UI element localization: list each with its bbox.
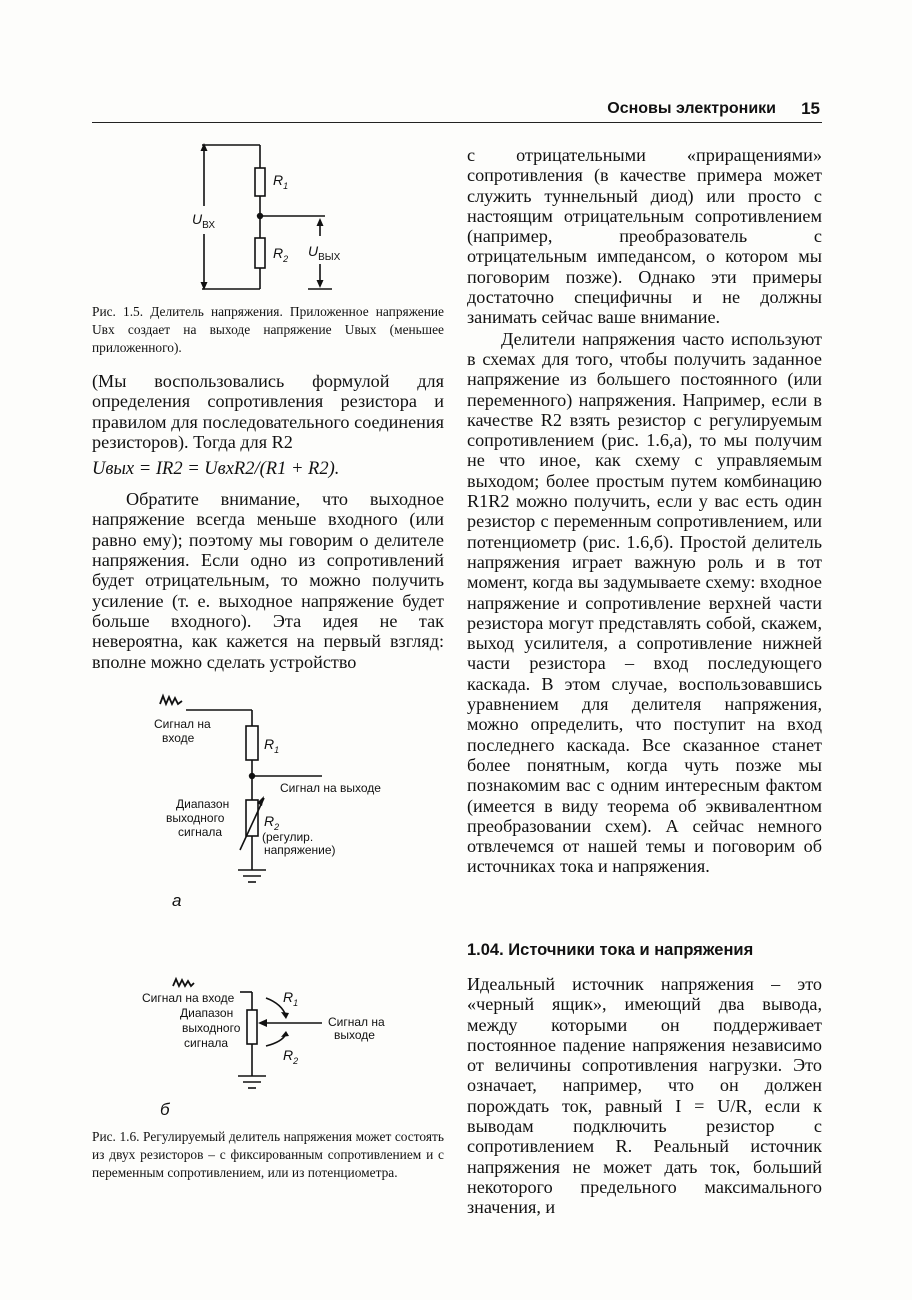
right-paragraph-3: Идеальный источник напряжения – это «черный ящик», имеющий два вывода, между которыми он поддерживает постоянное падение напряжения независимо от величины сопротивления нагрузки. Это означает, например, что он должен порождать ток, равный I = U/R, если к выводам подключить резистор с сопротивлением R. Реальный источник напряжения не может дать ток, больший некоторого предельного максимального значения, и xyxy=(467,974,822,1218)
signal-out-label-1: Сигнал на xyxy=(328,1015,385,1029)
figure-1-6-caption: Рис. 1.6. Регулируемый делитель напряжения может состоять из двух резисторов – с фиксированным сопротивлением и с переменным сопротивлением, или из потенциометра. xyxy=(92,1129,444,1180)
figure-a-label: а xyxy=(172,891,182,910)
signal-out-label: Сигнал на выходе xyxy=(280,781,381,795)
range-label-3: сигнала xyxy=(178,825,223,839)
r2-label: $R_2$ xyxy=(264,813,280,832)
range-label-3: сигнала xyxy=(184,1036,229,1050)
uin-label: $U_{ВХ}$ xyxy=(192,211,216,231)
r1-label: $R_1$ xyxy=(273,172,289,191)
left-paragraph-2: Обратите внимание, что выходное напряжение всегда меньше входного (или равно ему); поэтому мы говорим о делителе напряжения. Если одно из сопротивлений будет отрицательным, то можно получить усиление (т. е. выходное напряжение будет больше входного). Эта идея не так невероятна, как кажется на первый взгляд: вполне можно сделать устройство xyxy=(92,489,444,672)
left-paragraph-1: (Мы воспользовались формулой для определения сопротивления резистора и правилом для последовательного соединения резисторов). Тогда для R2 xyxy=(92,371,444,452)
figure-1-6b-potentiometer xyxy=(140,976,410,1121)
range-label-1: Диапазон xyxy=(176,797,230,811)
section-heading: 1.04. Источники тока и напряжения xyxy=(467,941,754,959)
figure-b-label: б xyxy=(160,1100,170,1119)
signal-wave-icon xyxy=(173,979,194,986)
page-number: 15 xyxy=(801,99,820,118)
r2-label: $R_2$ xyxy=(283,1047,299,1066)
divider-formula: Uвых = IR2 = UвхR2/(R1 + R2). xyxy=(92,459,340,480)
running-header xyxy=(92,96,822,123)
note-label-2: напряжение) xyxy=(264,843,336,857)
signal-in-label-2: входе xyxy=(162,731,195,745)
right-paragraph-2: Делители напряжения часто используют в схемах для того, чтобы получить заданное напряжение из большего постоянного (или переменного) напряжения. Например, если в качестве R2 взять резистор с регулируемым сопротивлением (рис. 1.6,а), то мы получим не что иное, как схему с управляемым выходом; более простым путем комбинацию R1R2 можно получить, если у вас есть один резистор с переменным сопротивлением, или потенциометр (рис. 1.6,б). Простой делитель напряжения играет важную роль и в тот момент, когда вы задумываете схему: входное напряжение и сопротивление верхней части резистора могут представлять собой, скажем, выход усилителя, а сопротивление нижней части резистора – вход последующего каскада. В этом случае, воспользовавшись уравнением для делителя напряжения, можно определить, что поступит на вход последнего каскада. Все сказанное станет более понятным, когда чуть позже мы познакомим вас с одним интересным фактом (имеется в виду теорема об эквивалентном преобразовании схем). А сейчас немного отвлечемся от нашей темы и поговорим об источниках тока и напряжения. xyxy=(467,328,822,877)
figure-1-5-voltage-divider xyxy=(180,138,360,296)
range-label-2: выходного xyxy=(182,1021,241,1035)
r1-label: $R_1$ xyxy=(283,989,299,1008)
uout-label: $U_{ВЫХ}$ xyxy=(308,243,341,263)
signal-wave-icon xyxy=(160,696,182,704)
signal-in-label: Сигнал на xyxy=(154,717,211,731)
right-paragraph-1: с отрицательными «приращениями» сопротивления (в качестве примера может служить туннельный диод) или просто с настоящим отрицательным сопротивлением (например, преобразователь с отрицательным импедансом, о котором мы поговорим позже). Однако эти примеры достаточно специфичны и не должны занимать сейчас ваше внимание. xyxy=(467,145,822,328)
r1-label: $R_1$ xyxy=(264,736,280,755)
note-label-1: (регулир. xyxy=(262,830,314,844)
figure-1-6a-adjustable-divider xyxy=(140,692,410,912)
running-title: Основы электроники xyxy=(607,100,776,117)
range-label-2: выходного xyxy=(166,811,225,825)
range-label-1: Диапазон xyxy=(180,1006,234,1020)
signal-in-label: Сигнал на входе xyxy=(142,991,235,1005)
figure-1-5-caption: Рис. 1.5. Делитель напряжения. Приложенное напряжение Uвх создает на выходе напряжение Uвых (меньшее приложенного). xyxy=(92,304,444,355)
signal-out-label-2: выходе xyxy=(334,1028,375,1042)
r2-label: $R_2$ xyxy=(273,245,289,264)
